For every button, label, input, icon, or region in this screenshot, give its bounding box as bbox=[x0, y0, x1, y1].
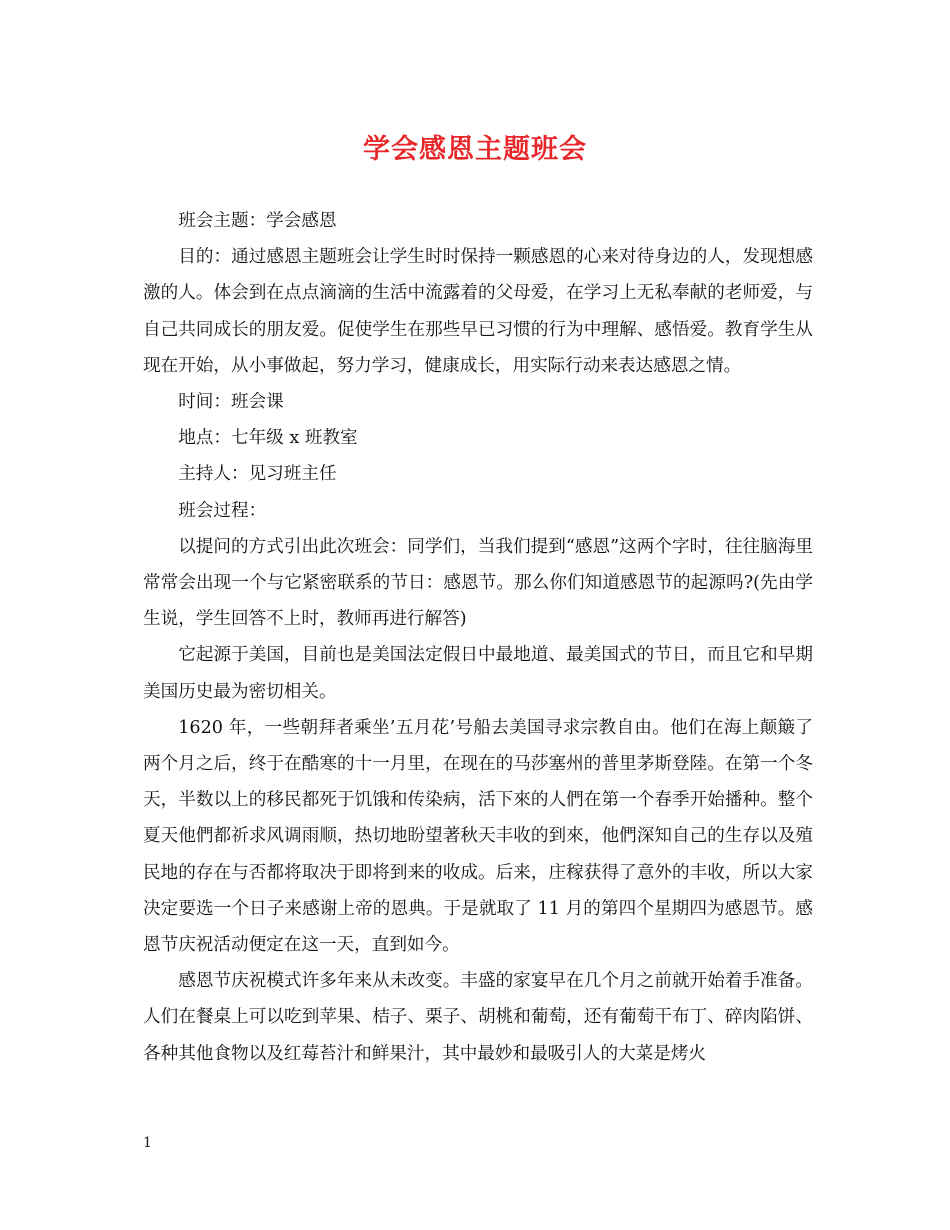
paragraph-location: 地点：七年级 x 班教室 bbox=[178, 428, 358, 449]
paragraph-origin: 它起源于美国，目前也是美国法定假日中最地道、最美国式的节日，而且它和早期美国历史最为密切相关。 bbox=[143, 645, 813, 702]
paragraph-history: 1620 年，一些朝拜者乘坐’五月花’号船去美国寻求宗教自由。他们在海上颠簸了两个月之后，终于在酷寒的十一月里，在现在的马莎塞州的普里茅斯登陸。在第一个冬天，半数以上的移民都死于饥饿和传染病，活下來的人們在第一个春季开始播种。整个夏天他們都祈求风调雨顺，热切地盼望著秋天丰收的到來，他們深知自己的生存以及殖民地的存在与否都将取决于即将到来的收成。后来，庄稼获得了意外的丰收，所以大家决定要选一个日子来感谢上帝的恩典。于是就取了 11 月的第四个星期四为感恩节。感恩节庆祝活动便定在这一天，直到如今。 bbox=[143, 717, 813, 956]
paragraph-process-heading: 班会过程： bbox=[178, 500, 267, 521]
paragraph-host: 主持人：见习班主任 bbox=[178, 464, 337, 485]
page-number: 1 bbox=[143, 1135, 152, 1151]
paragraph-theme: 班会主题：学会感恩 bbox=[178, 211, 337, 231]
paragraph-celebration: 感恩节庆祝模式许多年来从未改变。丰盛的家宴早在几个月之前就开始着手准备。人们在餐桌上可以吃到苹果、桔子、栗子、胡桃和葡萄，还有葡萄干布丁、碎肉陷饼、各种其他食物以及红莓苔汁和鲜果汁，其中最妙和最吸引人的大菜是烤火 bbox=[143, 971, 813, 1064]
paragraph-time: 时间：班会课 bbox=[178, 392, 284, 413]
document-title: 学会感恩主题班会 bbox=[363, 134, 587, 165]
document-body bbox=[143, 203, 813, 1072]
paragraph-introduction: 以提问的方式引出此次班会：同学们，当我们提到“感恩”这两个字时，往往脑海里常常会出现一个与它紧密联系的节日：感恩节。那么你们知道感恩节的起源吗?(先由学生说，学生回答不上时，教师再进行解答) bbox=[143, 536, 813, 630]
paragraph-purpose: 目的：通过感恩主题班会让学生时时保持一颗感恩的心来对待身边的人，发现想感激的人。体会到在点点滴滴的生活中流露着的父母爱，在学习上无私奉献的老师爱，与自己共同成长的朋友爱。促使学生在那些早已习惯的行为中理解、感悟爱。教育学生从现在开始，从小事做起，努力学习，健康成长，用实际行动来表达感恩之情。 bbox=[143, 247, 813, 376]
